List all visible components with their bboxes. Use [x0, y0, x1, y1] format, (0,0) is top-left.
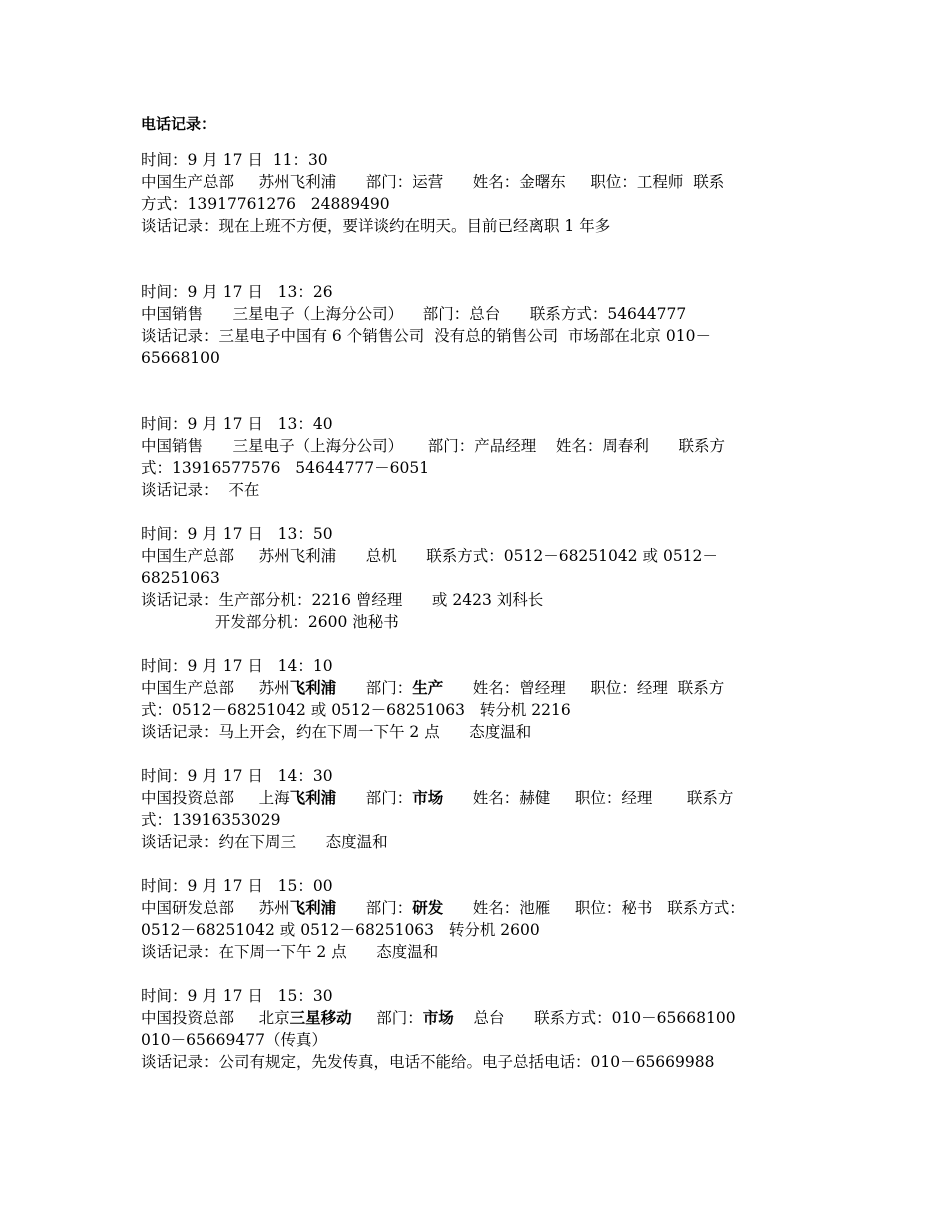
call-record — [141, 655, 821, 743]
record-text: 谈话记录： 不在 — [141, 481, 260, 499]
record-line — [141, 281, 821, 303]
record-line — [141, 325, 821, 347]
record-text: 姓名：池雁 职位：秘书 联系方式： — [443, 899, 745, 917]
record-text: 谈话记录：生产部分机：2216 曾经理 或 2423 刘科长 — [141, 591, 544, 609]
record-text: 部门： — [336, 679, 413, 697]
emphasized-text: 飞利浦 — [289, 899, 337, 917]
call-record — [141, 281, 821, 369]
record-text: 65668100 — [141, 349, 220, 367]
record-text: 68251063 — [141, 569, 220, 587]
record-text: 中国生产总部 苏州飞利浦 总机 联系方式：0512－68251042 或 0512－ — [141, 547, 718, 565]
emphasized-text: 生产 — [412, 679, 444, 697]
record-text: 中国生产总部 苏州 — [141, 679, 290, 697]
record-text: 时间：9 月 17 日 15：00 — [141, 877, 333, 895]
record-text: 中国投资总部 北京 — [141, 1009, 290, 1027]
record-text: 中国投资总部 上海 — [141, 789, 290, 807]
record-text: 开发部分机：2600 池秘书 — [141, 613, 399, 631]
record-line — [141, 1029, 821, 1051]
record-line — [141, 413, 821, 435]
record-line — [141, 677, 821, 699]
record-line — [141, 193, 821, 215]
call-record — [141, 413, 821, 501]
record-line — [141, 611, 821, 633]
record-line — [141, 479, 821, 501]
record-line — [141, 809, 821, 831]
record-line — [141, 721, 821, 743]
record-text: 式：0512－68251042 或 0512－68251063 转分机 2216 — [141, 701, 571, 719]
record-line — [141, 941, 821, 963]
record-line — [141, 897, 821, 919]
emphasized-text: 研发 — [412, 899, 444, 917]
record-text: 谈话记录：约在下周三 态度温和 — [141, 833, 388, 851]
emphasized-text: 飞利浦 — [289, 789, 337, 807]
record-text: 姓名：曾经理 职位：经理 联系方 — [443, 679, 725, 697]
record-text: 部门： — [336, 789, 413, 807]
record-line — [141, 1007, 821, 1029]
record-line — [141, 545, 821, 567]
record-line — [141, 347, 821, 369]
emphasized-text: 市场 — [422, 1009, 454, 1027]
record-text: 0512－68251042 或 0512－68251063 转分机 2600 — [141, 921, 540, 939]
record-text: 时间：9 月 17 日 13：26 — [141, 283, 333, 301]
record-text: 谈话记录：三星电子中国有 6 个销售公司 没有总的销售公司 市场部在北京 010－ — [141, 327, 711, 345]
record-text: 时间：9 月 17 日 15：30 — [141, 987, 333, 1005]
record-line — [141, 1051, 821, 1073]
record-line — [141, 457, 821, 479]
record-text: 时间：9 月 17 日 13：40 — [141, 415, 333, 433]
call-record — [141, 985, 821, 1073]
record-text: 谈话记录：公司有规定，先发传真，电话不能给。电子总括电话：010－65669988 — [141, 1053, 715, 1071]
record-line — [141, 655, 821, 677]
emphasized-text: 飞利浦 — [289, 679, 337, 697]
page-title: 电话记录： — [141, 115, 217, 133]
record-text: 谈话记录：在下周一下午 2 点 态度温和 — [141, 943, 439, 961]
record-line — [141, 831, 821, 853]
record-text: 式：13916353029 — [141, 811, 281, 829]
record-line — [141, 985, 821, 1007]
record-text: 谈话记录：马上开会，约在下周一下午 2 点 态度温和 — [141, 723, 532, 741]
call-record — [141, 149, 821, 237]
record-text: 姓名：赫健 职位：经理 联系方 — [443, 789, 734, 807]
record-line — [141, 171, 821, 193]
record-line — [141, 919, 821, 941]
record-line — [141, 787, 821, 809]
record-text: 部门： — [351, 1009, 423, 1027]
record-text: 时间：9 月 17 日 14：10 — [141, 657, 333, 675]
record-line — [141, 567, 821, 589]
call-record — [141, 765, 821, 853]
record-text: 中国销售 三星电子（上海分公司） 部门：产品经理 姓名：周春利 联系方 — [141, 437, 725, 455]
record-text: 中国销售 三星电子（上海分公司） 部门：总台 联系方式：54644777 — [141, 305, 687, 323]
record-text: 方式：13917761276 24889490 — [141, 195, 390, 213]
record-text: 总台 联系方式：010－65668100 — [453, 1009, 736, 1027]
record-line — [141, 523, 821, 545]
record-text: 时间：9 月 17 日 13：50 — [141, 525, 333, 543]
call-record — [141, 875, 821, 963]
record-line — [141, 303, 821, 325]
record-line — [141, 149, 821, 171]
record-text: 中国研发总部 苏州 — [141, 899, 290, 917]
document-page — [141, 113, 821, 1073]
record-text: 时间：9 月 17 日 11：30 — [141, 151, 328, 169]
record-line — [141, 699, 821, 721]
record-line — [141, 589, 821, 611]
emphasized-text: 三星移动 — [289, 1009, 352, 1027]
record-text: 部门： — [336, 899, 413, 917]
emphasized-text: 市场 — [412, 789, 444, 807]
record-text: 010－65669477（传真） — [141, 1031, 327, 1049]
record-line — [141, 215, 821, 237]
record-text: 时间：9 月 17 日 14：30 — [141, 767, 333, 785]
record-line — [141, 435, 821, 457]
record-text: 中国生产总部 苏州飞利浦 部门：运营 姓名：金曙东 职位：工程师 联系 — [141, 173, 725, 191]
record-line — [141, 875, 821, 897]
record-text: 谈话记录：现在上班不方便，要详谈约在明天。目前已经离职 1 年多 — [141, 217, 611, 235]
call-records — [141, 149, 821, 1073]
call-record — [141, 523, 821, 633]
record-line — [141, 765, 821, 787]
record-text: 式：13916577576 54644777－6051 — [141, 459, 430, 477]
